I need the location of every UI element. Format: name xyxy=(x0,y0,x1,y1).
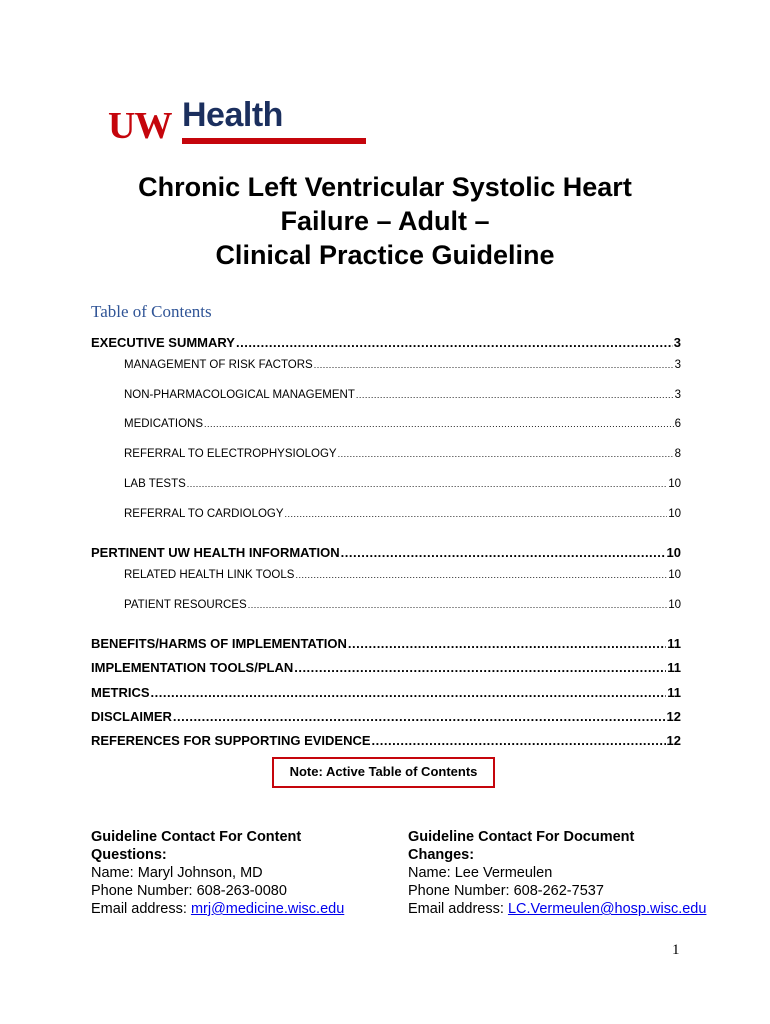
document-contact-email-row xyxy=(408,900,748,918)
toc-entry-page: 3 xyxy=(673,335,681,350)
toc-entry-page: 8 xyxy=(674,448,681,460)
toc-entry-implementation-tools-plan[interactable] xyxy=(91,660,681,675)
toc-entry-label: LAB TESTS xyxy=(124,478,186,490)
toc-entry-patient-resources[interactable] xyxy=(124,599,681,611)
toc-entry-page: 6 xyxy=(674,418,681,430)
content-contact-email-label: Email address: xyxy=(91,901,191,917)
content-contact-heading-1: Guideline Contact For Content xyxy=(91,829,302,845)
title-line-2: Failure – Adult – xyxy=(280,206,490,236)
toc-entry-label: EXECUTIVE SUMMARY xyxy=(91,335,235,350)
toc-leader-dots xyxy=(372,733,666,748)
toc-leader-dots xyxy=(341,545,666,560)
content-contact-name: Name: Maryl Johnson, MD xyxy=(91,865,263,881)
toc-entry-non-pharmacological-management[interactable] xyxy=(124,389,681,401)
toc-entry-related-health-link-tools[interactable] xyxy=(124,569,681,581)
toc-entry-benefits-harms[interactable] xyxy=(91,636,681,651)
toc-leader-dots xyxy=(187,478,667,490)
toc-entry-label: MEDICATIONS xyxy=(124,418,204,430)
document-contact-phone: Phone Number: 608-262-7537 xyxy=(408,883,604,899)
toc-leader-dots xyxy=(285,508,668,520)
toc-entry-page: 10 xyxy=(666,545,681,560)
toc-entry-page: 10 xyxy=(668,508,681,520)
toc-entry-label: PERTINENT UW HEALTH INFORMATION xyxy=(91,545,340,560)
logo-uw-text: UW xyxy=(108,105,172,147)
toc-entry-page: 10 xyxy=(668,569,681,581)
toc-leader-dots xyxy=(204,418,674,430)
toc-entry-label: REFERRAL TO CARDIOLOGY xyxy=(124,508,284,520)
active-toc-note-text: Note: Active Table of Contents xyxy=(289,764,478,779)
document-title xyxy=(80,170,690,272)
toc-leader-dots xyxy=(348,636,666,651)
toc-leader-dots xyxy=(173,709,666,724)
content-contact-email-link[interactable]: mrj@medicine.wisc.edu xyxy=(190,901,345,917)
uw-health-logo xyxy=(108,98,368,150)
document-contact-block xyxy=(408,828,748,918)
toc-leader-dots xyxy=(356,389,674,401)
toc-entry-label: REFERENCES FOR SUPPORTING EVIDENCE xyxy=(91,733,371,748)
title-line-3: Clinical Practice Guideline xyxy=(215,240,555,270)
toc-entry-label: IMPLEMENTATION TOOLS/PLAN xyxy=(91,660,294,675)
toc-entry-label: PATIENT RESOURCES xyxy=(124,599,247,611)
toc-entry-label: NON-PHARMACOLOGICAL MANAGEMENT xyxy=(124,389,355,401)
toc-leader-dots xyxy=(236,335,673,350)
toc-entry-page: 11 xyxy=(667,636,681,651)
toc-entry-page: 12 xyxy=(666,733,681,748)
content-contact-phone: Phone Number: 608-263-0080 xyxy=(91,883,287,899)
toc-entry-lab-tests[interactable] xyxy=(124,478,681,490)
toc-entry-pertinent-uw-health-information[interactable] xyxy=(91,545,681,560)
toc-entry-label: DISCLAIMER xyxy=(91,709,172,724)
toc-entry-disclaimer[interactable] xyxy=(91,709,681,724)
logo-underline xyxy=(182,138,366,144)
toc-entry-executive-summary[interactable] xyxy=(91,335,681,350)
toc-entry-label: RELATED HEALTH LINK TOOLS xyxy=(124,569,295,581)
content-contact-heading-2: Questions: xyxy=(91,847,167,863)
document-contact-heading-1: Guideline Contact For Document xyxy=(408,829,635,845)
toc-entry-label: BENEFITS/HARMS OF IMPLEMENTATION xyxy=(91,636,347,651)
toc-entry-page: 11 xyxy=(667,660,681,675)
toc-leader-dots xyxy=(295,569,667,581)
logo-health-text: Health xyxy=(182,96,283,134)
toc-entry-page: 3 xyxy=(674,359,681,371)
toc-entry-label: MANAGEMENT OF RISK FACTORS xyxy=(124,359,313,371)
toc-entry-referral-to-cardiology[interactable] xyxy=(124,508,681,520)
toc-entry-page: 12 xyxy=(666,709,681,724)
toc-entry-metrics[interactable] xyxy=(91,685,681,700)
document-contact-email-label: Email address: xyxy=(408,901,508,917)
document-contact-name: Name: Lee Vermeulen xyxy=(408,865,553,881)
toc-entry-page: 10 xyxy=(668,478,681,490)
document-contact-heading-2: Changes: xyxy=(408,847,475,863)
toc-leader-dots xyxy=(248,599,668,611)
title-line-1: Chronic Left Ventricular Systolic Heart xyxy=(138,172,632,202)
toc-leader-dots xyxy=(314,359,674,371)
page-number: 1 xyxy=(672,942,680,958)
document-contact-email-link[interactable]: LC.Vermeulen@hosp.wisc.edu xyxy=(507,901,707,917)
toc-entry-label: REFERRAL TO ELECTROPHYSIOLOGY xyxy=(124,448,337,460)
content-contact-email-row xyxy=(91,900,391,918)
toc-leader-dots xyxy=(151,685,667,700)
toc-entry-references[interactable] xyxy=(91,733,681,748)
toc-entry-page: 11 xyxy=(667,685,681,700)
toc-leader-dots xyxy=(338,448,674,460)
toc-entry-medications[interactable] xyxy=(124,418,681,430)
toc-entry-page: 3 xyxy=(674,389,681,401)
content-contact-block xyxy=(91,828,391,918)
toc-entry-management-of-risk-factors[interactable] xyxy=(124,359,681,371)
toc-entry-referral-to-electrophysiology[interactable] xyxy=(124,448,681,460)
toc-leader-dots xyxy=(294,660,666,675)
active-toc-note xyxy=(272,757,495,788)
toc-entry-label: METRICS xyxy=(91,685,150,700)
toc-heading: Table of Contents xyxy=(91,302,212,321)
toc-entry-page: 10 xyxy=(668,599,681,611)
